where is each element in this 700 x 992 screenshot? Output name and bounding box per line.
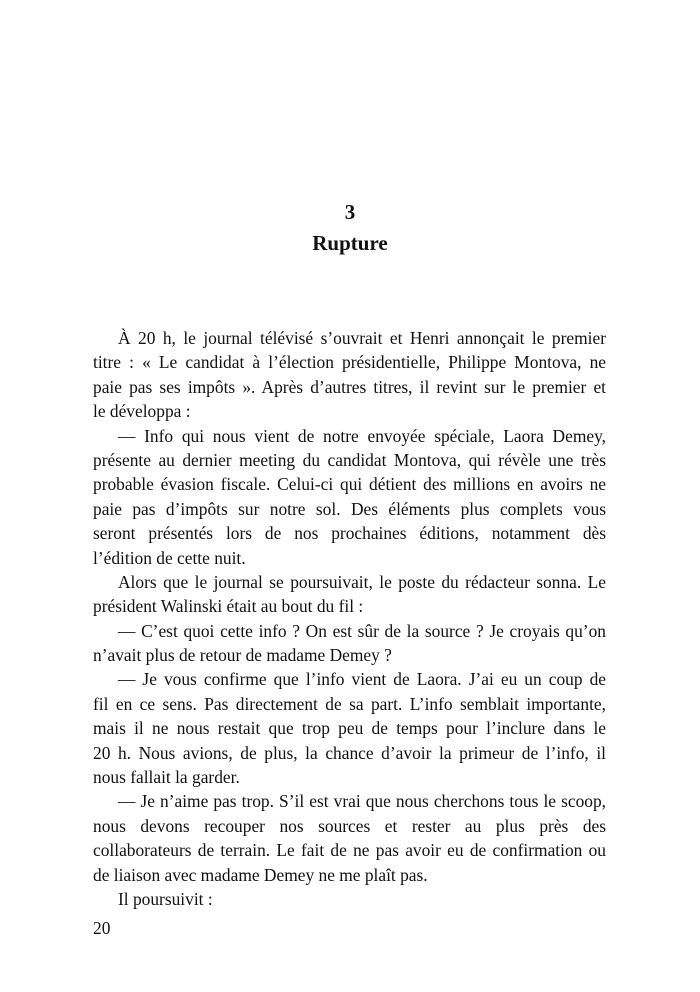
text-line: titre : « Le candidat à l’élection présidentielle, Philippe Montova, ne [93, 352, 606, 373]
chapter-number: 3 [344, 200, 356, 224]
text-line: — Info qui nous vient de notre envoyée spéciale, Laora Demey, [118, 425, 606, 446]
text-line: le développa : [93, 401, 191, 422]
text-line: collaborateurs de terrain. Le fait de ne pas avoir eu de confirmation ou [93, 840, 606, 861]
text-line: À 20 h, le journal télévisé s’ouvrait et Henri annonçait le premier [118, 328, 606, 348]
text-line: — Je n’aime pas trop. S’il est vrai que nous cherchons tous le scoop, [118, 791, 606, 812]
text-line: fil en ce sens. Pas directement de sa part. L’info semblait importante, [93, 693, 606, 714]
text-line: présente au dernier meeting du candidat Montova, qui révèle une très [93, 449, 606, 470]
text-line: paie pas d’impôts sur notre sol. Des éléments plus complets vous [93, 498, 606, 519]
text-line: l’édition de cette nuit. [93, 547, 246, 568]
text-line: Il poursuivit : [118, 888, 213, 909]
text-line: mais il ne nous restait que trop peu de temps pour l’inclure dans le [93, 718, 606, 739]
text-line: paie pas ses impôts ». Après d’autres titres, il revint sur le premier et [93, 376, 606, 397]
text-line: probable évasion fiscale. Celui-ci qui détient des millions en avoirs ne [93, 474, 606, 495]
page-number: 20 [93, 918, 111, 938]
text-line: — C’est quoi cette info ? On est sûr de la source ? Je croyais qu’on [118, 620, 606, 641]
text-line: de liaison avec madame Demey ne me plaît pas. [93, 864, 428, 885]
text-line: seront présentés lors de nos prochaines éditions, notamment dès [93, 523, 606, 544]
text-line: 20 h. Nous avions, de plus, la chance d’avoir la primeur de l’info, il [93, 742, 606, 763]
text-line: Alors que le journal se poursuivait, le poste du rédacteur sonna. Le [118, 571, 606, 592]
chapter-title: Rupture [312, 231, 388, 255]
body-text [93, 326, 606, 911]
text-line: président Walinski était au bout du fil : [93, 596, 364, 617]
text-line: nous devons recouper nos sources et rester au plus près des [93, 815, 606, 836]
text-line: — Je vous confirme que l’info vient de Laora. J’ai eu un coup de [118, 669, 606, 690]
text-line: n’avait plus de retour de madame Demey ? [93, 645, 392, 666]
text-line: nous fallait la garder. [93, 767, 240, 788]
